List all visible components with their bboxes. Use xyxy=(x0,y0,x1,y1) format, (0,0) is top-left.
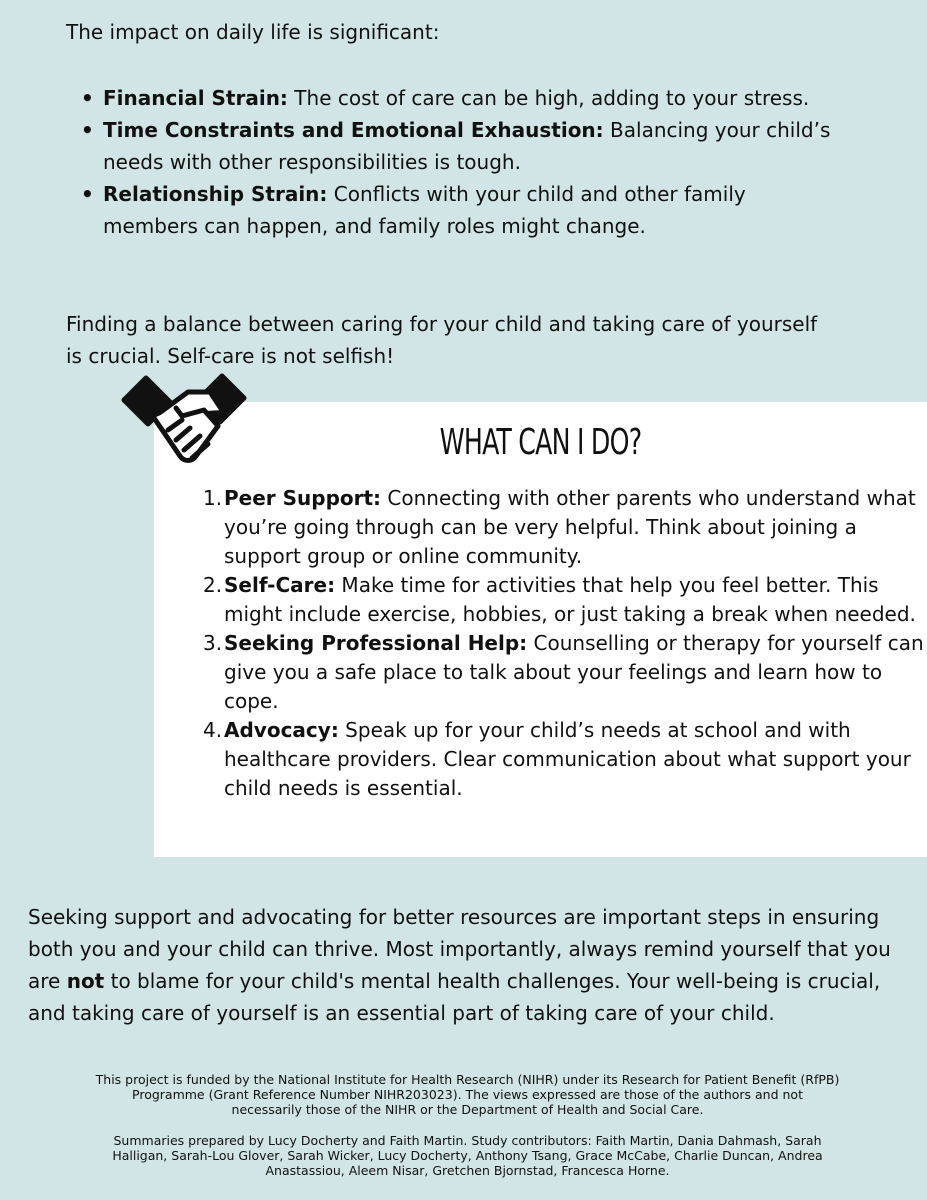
steps-list xyxy=(203,484,924,803)
credits-note: Summaries prepared by Lucy Docherty and Faith Martin. Study contributors: Faith Martin, Dania Dahmash, Sarah Halligan, Sarah-Lou Glover, Sarah Wicker, Lucy Docherty, Anthony Tsang, Grace McCabe, Charlie Duncan, Andrea Anastassiou, Aleem Nisar, Gretchen Bjornstad, Francesca Horne. xyxy=(112,1133,823,1178)
step-number: 3. xyxy=(203,631,223,655)
list-item xyxy=(203,716,924,803)
item-text: Conflicts with your child and other family members can happen, and family roles might change. xyxy=(103,182,746,238)
step-text: Connecting with other parents who understand what you’re going through can be very helpful. Think about joining a support group or online community. xyxy=(224,486,916,568)
closing-after: to blame for your child's mental health challenges. Your well-being is crucial, and taking care of yourself is an essential part of taking care of your child. xyxy=(28,969,881,1025)
closing-before: Seeking support and advocating for better resources are important steps in ensuring both you and your child can thrive. Most importantly, always remind yourself that you are xyxy=(28,905,891,993)
step-title: Advocacy: xyxy=(224,718,339,742)
step-number: 1. xyxy=(203,486,223,510)
step-title: Self-Care: xyxy=(224,573,336,597)
step-text: Make time for activities that help you feel better. This might include exercise, hobbies, or just taking a break when needed. xyxy=(224,573,916,626)
funding-note: This project is funded by the National Institute for Health Research (NIHR) under its Research for Patient Benefit (RfPB) Programme (Grant Reference Number NIHR203023). The views expressed are those of the authors and not necessarily those of the NIHR or the Department of Health and Social Care. xyxy=(95,1072,840,1117)
item-text: Balancing your child’s needs with other responsibilities is tough. xyxy=(103,118,831,174)
handshake-icon xyxy=(118,370,250,480)
balance-text: Finding a balance between caring for your child and taking care of yourself is crucial. Self-care is not selfish! xyxy=(66,312,818,368)
step-title: Seeking Professional Help: xyxy=(224,631,528,655)
impact-list xyxy=(103,82,833,242)
list-item xyxy=(203,629,924,716)
list-item xyxy=(103,178,833,242)
item-title: Time Constraints and Emotional Exhaustion: xyxy=(103,118,604,142)
step-text: Counselling or therapy for yourself can give you a safe place to talk about your feelings and learn how to cope. xyxy=(224,631,924,713)
what-can-i-do-panel xyxy=(154,402,927,857)
list-item xyxy=(103,82,833,114)
closing-text xyxy=(28,901,908,1029)
step-title: Peer Support: xyxy=(224,486,382,510)
panel-title: WHAT CAN I DO? xyxy=(439,422,642,463)
list-item xyxy=(103,114,833,178)
list-item xyxy=(203,484,924,571)
step-number: 2. xyxy=(203,573,223,597)
step-number: 4. xyxy=(203,718,223,742)
item-title: Relationship Strain: xyxy=(103,182,328,206)
item-title: Financial Strain: xyxy=(103,86,288,110)
step-text: Speak up for your child’s needs at school and with healthcare providers. Clear communication about what support your child needs is essential. xyxy=(224,718,911,800)
item-text: The cost of care can be high, adding to your stress. xyxy=(287,86,810,110)
closing-emphasis: not xyxy=(66,969,105,993)
intro-text: The impact on daily life is significant: xyxy=(66,20,440,44)
list-item xyxy=(203,571,924,629)
